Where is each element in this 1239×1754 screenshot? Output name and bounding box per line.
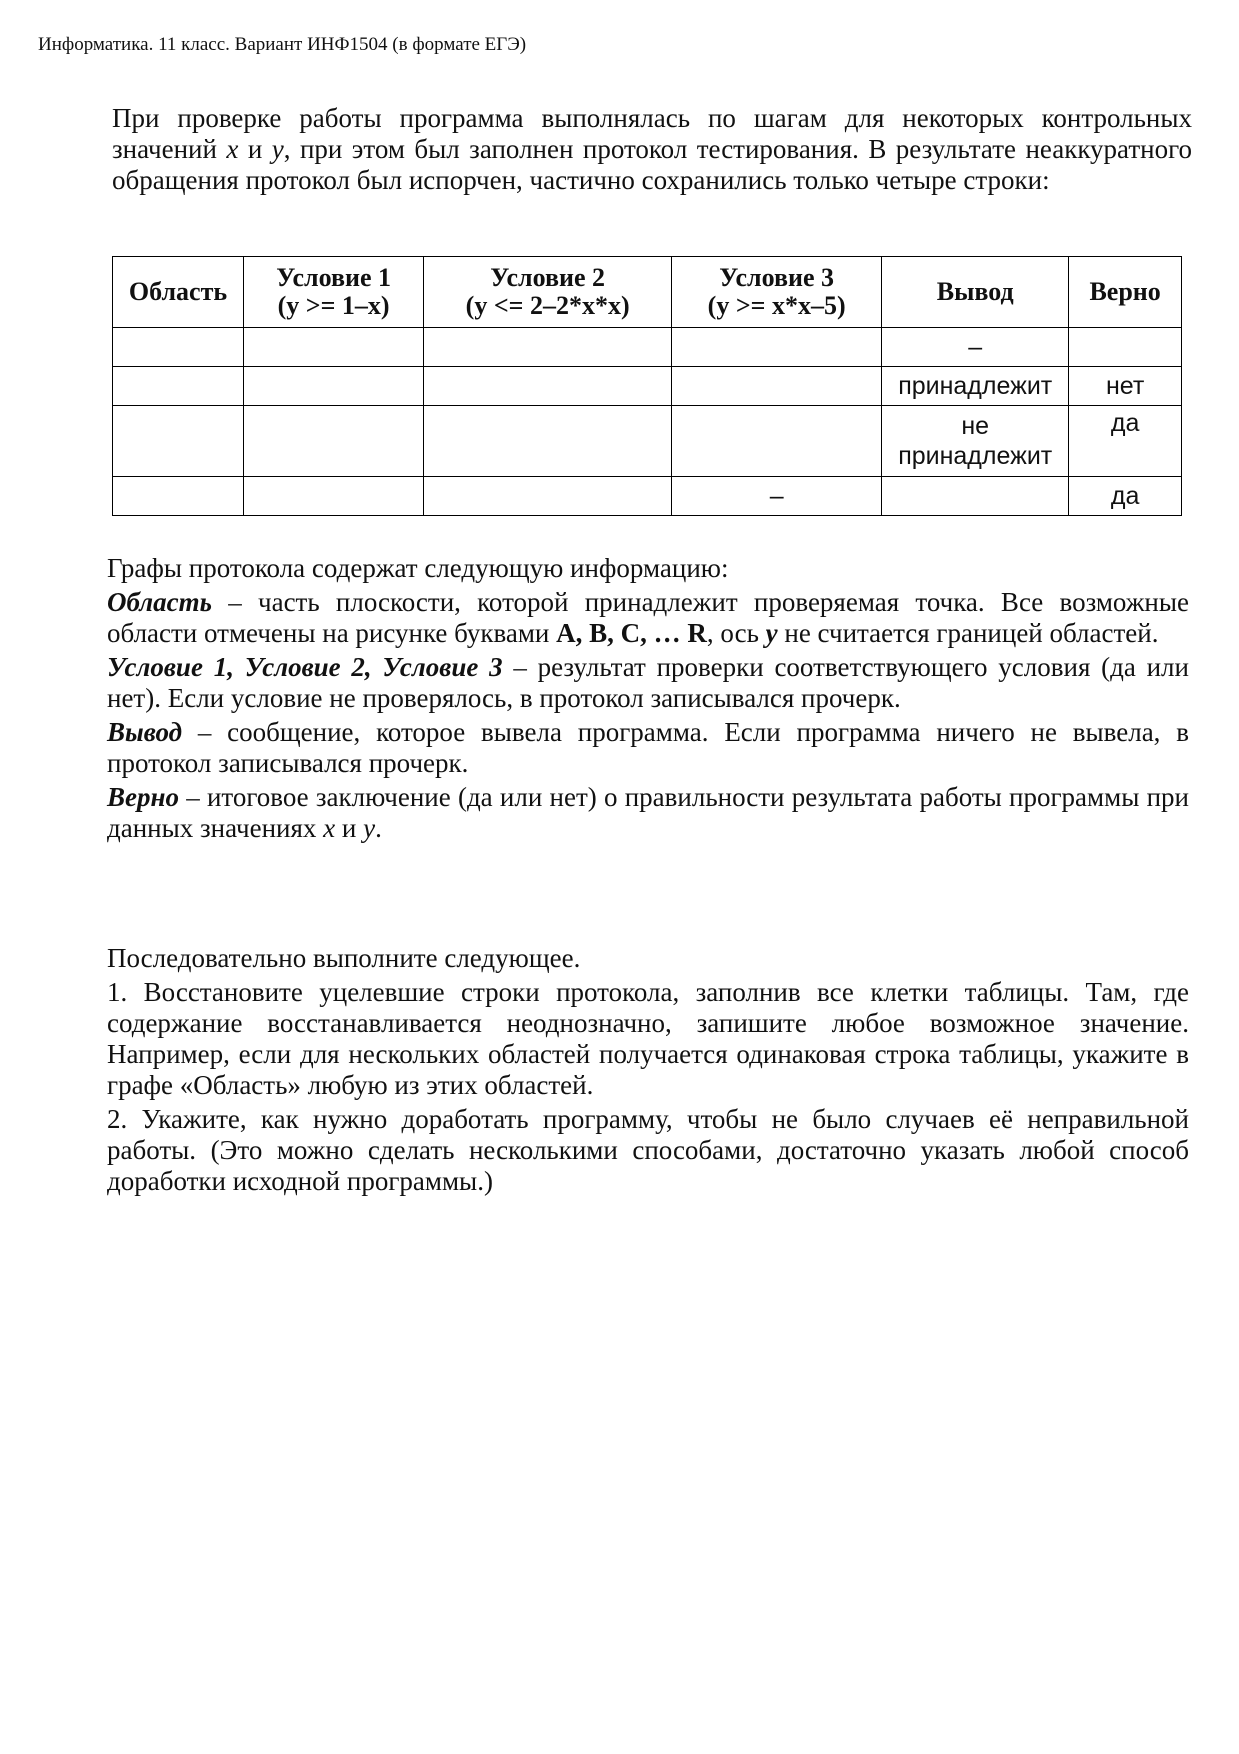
term-conditions: Условие 1, Условие 2, Условие 3 [107,652,503,682]
table-cell [424,328,672,367]
intro-and: и [238,134,272,164]
task-2: 2. Укажите, как нужно доработать программу, чтобы не было случаев её неправильной работы. (Это можно сделать несколькими способами, достаточно указать любой способ доработки исходной программы.) [107,1104,1189,1196]
header-output: Вывод [882,257,1069,328]
columns-description [107,553,1189,847]
table-cell [113,328,244,367]
table-cell [244,328,424,367]
intro-text-1: При проверке работы программа выполнялась по шагам для некоторых контрольных значений [112,103,1192,164]
table-cell: да [1069,477,1182,516]
axis-y: y [765,618,778,648]
header-condition-2: Условие 2 (y <= 2–2*x*x) [424,257,672,328]
area-letters: A, B, C, … R [556,618,707,648]
table-header-row [113,257,1182,328]
table-cell: – [672,477,882,516]
table-cell [424,367,672,406]
table-cell [672,367,882,406]
table-row [113,367,1182,406]
table-cell [882,477,1069,516]
table-cell: принадлежит [882,367,1069,406]
table-cell [244,367,424,406]
table-cell [672,406,882,477]
description-intro: Графы протокола содержат следующую информацию: [107,553,729,583]
table-cell: да [1069,406,1182,477]
table-cell: – [882,328,1069,367]
table-row [113,477,1182,516]
table-cell [424,406,672,477]
description-conditions: Условие 1, Условие 2, Условие 3 – результат проверки соответствующего условия (да или нет). Если условие не проверялось, в протокол записывался прочерк. [107,652,1189,713]
intro-paragraph [112,103,1192,196]
header-condition-1: Условие 1 (y >= 1–x) [244,257,424,328]
term-area: Область [107,587,212,617]
description-area: Область – часть плоскости, которой принадлежит проверяемая точка. Все возможные области отмечены на рисунке буквами A, B, C, … R, ось y не считается границей областей. [107,587,1189,648]
header-condition-3: Условие 3 (y >= x*x–5) [672,257,882,328]
table-cell [672,328,882,367]
intro-text-2: , при этом был заполнен протокол тестирования. В результате неаккуратного обращения протокол был испорчен, частично сохранились только четыре строки: [112,134,1192,195]
var-y: y [271,134,284,164]
task-1: 1. Восстановите уцелевшие строки протокола, заполнив все клетки таблицы. Там, где содержание восстанавливается неоднозначно, запишите любое возможное значение. Например, если для нескольких областей получается одинаковая строка таблицы, укажите в графе «Область» любую из этих областей. [107,977,1189,1100]
table-cell [113,367,244,406]
table-row [113,406,1182,477]
table-cell [113,406,244,477]
table-cell [424,477,672,516]
var-x: x [226,134,239,164]
table-cell [244,477,424,516]
term-output: Вывод [107,717,182,747]
description-output: Вывод – сообщение, которое вывела программа. Если программа ничего не вывела, в протокол записывался прочерк. [107,717,1189,778]
header-area: Область [113,257,244,328]
table-row [113,328,1182,367]
table-cell: не принадлежит [882,406,1069,477]
page-header: Информатика. 11 класс. Вариант ИНФ1504 (в формате ЕГЭ) [38,34,527,55]
tasks-intro: Последовательно выполните следующее. [107,943,581,973]
test-protocol-table [112,256,1182,516]
task-list [107,943,1189,1200]
description-correct: Верно – итоговое заключение (да или нет) о правильности результата работы программы при данных значениях x и y. [107,782,1189,843]
term-correct: Верно [107,782,179,812]
table-cell [113,477,244,516]
table-cell [1069,328,1182,367]
header-correct: Верно [1069,257,1182,328]
table-cell [244,406,424,477]
table-cell: нет [1069,367,1182,406]
